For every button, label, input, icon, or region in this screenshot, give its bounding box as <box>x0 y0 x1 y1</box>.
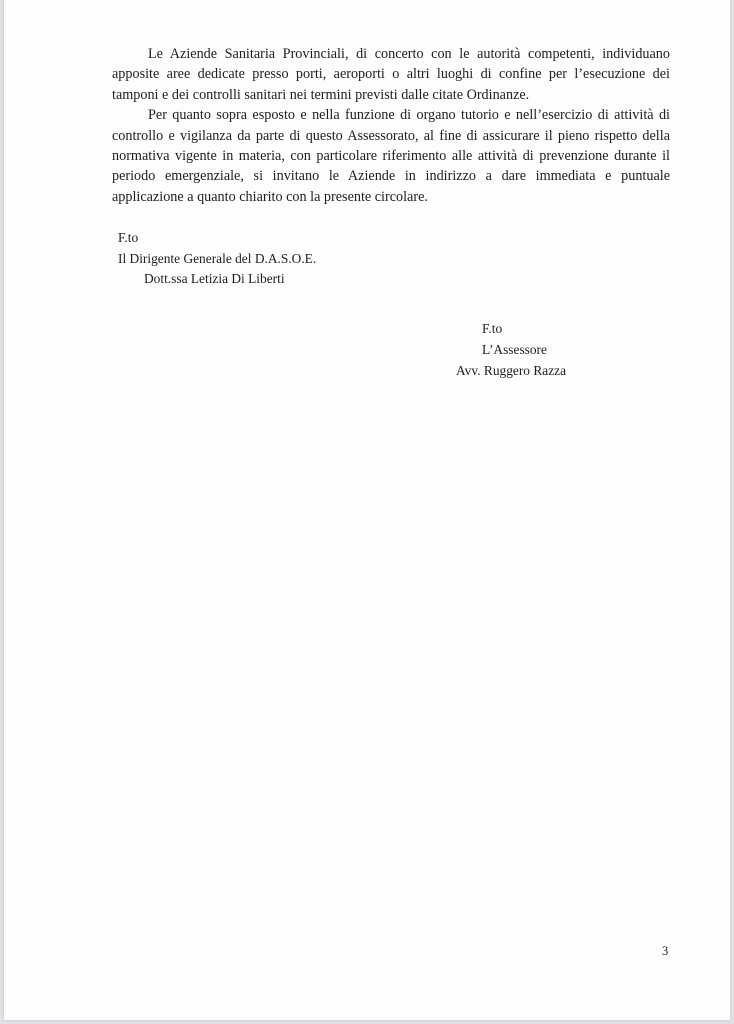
page-number: 3 <box>662 944 669 958</box>
signature-assessore <box>456 318 566 381</box>
body-text <box>112 44 670 207</box>
signature-assessore-name: Avv. Ruggero Razza <box>456 363 567 378</box>
document-page <box>4 0 730 1020</box>
paragraph-2: Per quanto sopra esposto e nella funzione di organo tutorio e nell’esercizio di attività di controllo e vigilanza da parte di questo Assessorato, al fine di assicurare il pieno rispetto della normativa vigente in materia, con particolare riferimento alle attività di prevenzione durante il periodo emergenziale, si invitano le Aziende in indirizzo a dare immediata e puntuale applicazione a quanto chiarito con la presente circolare. <box>112 107 670 205</box>
signature-dirigente <box>118 228 316 290</box>
signature-dirigente-fto: F.to <box>118 230 139 245</box>
signature-assessore-title: L’Assessore <box>482 342 547 357</box>
signature-dirigente-name: Dott.ssa Letizia Di Liberti <box>144 271 285 286</box>
paragraph-1: Le Aziende Sanitaria Provinciali, di concerto con le autorità competenti, individuano apposite aree dedicate presso porti, aeroporti o altri luoghi di confine per l’esecuzione dei tamponi e dei controlli sanitari nei termini previsti dalle citate Ordinanze. <box>112 46 670 103</box>
signature-dirigente-title: Il Dirigente Generale del D.A.S.O.E. <box>118 250 317 266</box>
signature-assessore-fto: F.to <box>482 321 503 336</box>
